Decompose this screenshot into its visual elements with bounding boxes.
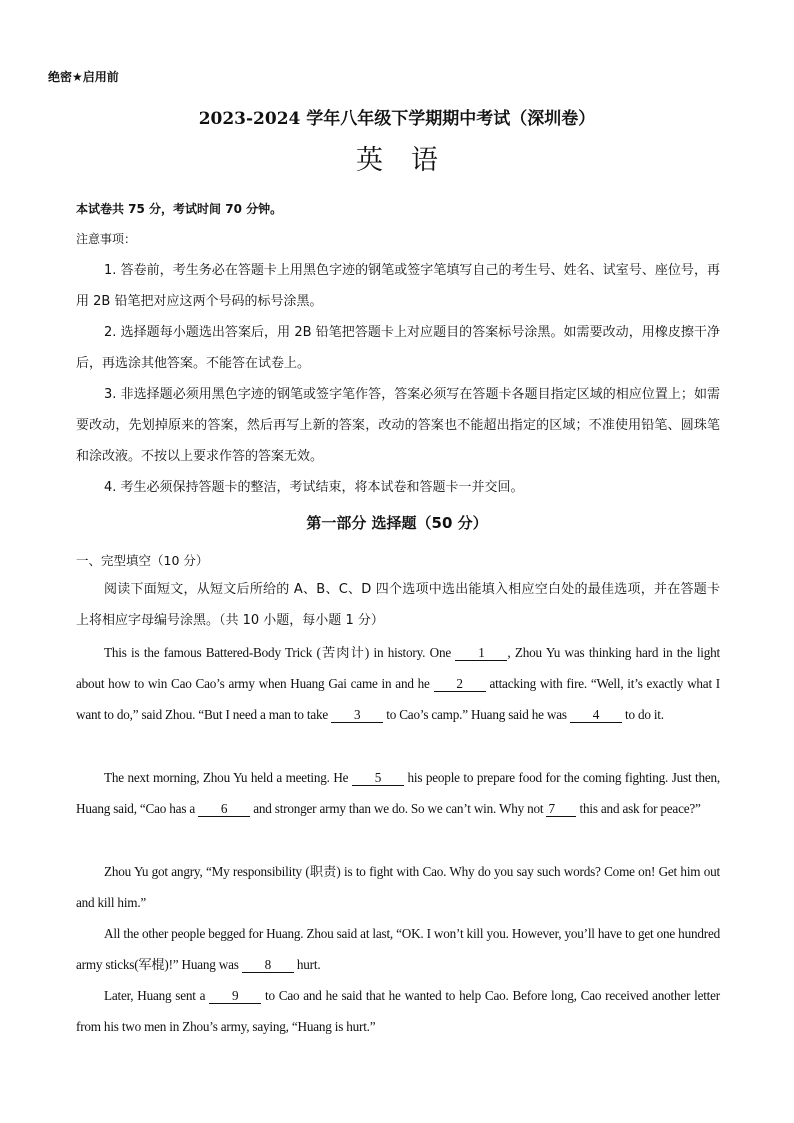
blank-9: 9 — [209, 988, 261, 1004]
passage-paragraph-4 — [76, 918, 720, 980]
exam-title: 2023-2024 学年八年级下学期期中考试（深圳卷） — [198, 109, 596, 129]
passage-text: to Cao’s camp.” Huang said he was — [383, 707, 570, 722]
blank-3: 3 — [331, 707, 383, 723]
blank-5: 5 — [352, 770, 404, 786]
passage-text: The next morning, Zhou Yu held a meeting. He — [104, 770, 352, 785]
passage-paragraph-3: Zhou Yu got angry, “My responsibility (职责) is to fight with Cao. Why do you say such words? Come on! Get him out and kill him.” — [76, 864, 720, 910]
blank-2: 2 — [434, 676, 486, 692]
passage-text: attacking with fire. “Well, it’s exactly what I want to do,” said Zhou. “But I need a man to take — [76, 676, 720, 722]
passage-text: , Zhou Yu was thinking hard in the light about how to win Cao Cao’s army when Huang Gai came in and he — [76, 645, 720, 691]
passage-text: and stronger army than we do. So we can’t win. Why not — [250, 801, 547, 816]
blank-4: 4 — [570, 707, 622, 723]
confidential-label: 绝密★启用前 — [48, 70, 119, 84]
note-item-4: 4. 考生必须保持答题卡的整洁，考试结束，将本试卷和答题卡一并交回。 — [104, 480, 524, 495]
blank-7: 7 — [546, 801, 576, 817]
passage-text: All the other people begged for Huang. Zhou said at last, “OK. I won’t kill you. However, you’ll have to get one hundred army sticks(军棍)!” Huang was — [76, 926, 720, 972]
note-item-3: 3. 非选择题必须用黑色字迹的钢笔或签字笔作答，答案必须写在答题卡各题目指定区域的相应位置上；如需要改动，先划掉原来的答案，然后再写上新的答案，改动的答案也不能超出指定的区域；不准使用铅笔、圆珠笔和涂改液。不按以上要求作答的答案无效。 — [76, 387, 720, 464]
part-one-title: 第一部分 选择题（50 分） — [306, 514, 488, 532]
section-title: 一、完型填空（10 分） — [76, 553, 209, 568]
passage-text: this and ask for peace?” — [576, 801, 701, 816]
passage-paragraph-2 — [76, 762, 720, 824]
subject-title: 英语 — [356, 145, 466, 176]
passage-paragraph-1 — [76, 637, 720, 730]
blank-6: 6 — [198, 801, 250, 817]
passage-text: Later, Huang sent a — [104, 988, 210, 1003]
passage-text: This is the famous Battered-Body Trick (苦肉计) in history. One — [104, 645, 456, 660]
passage-paragraph-5 — [76, 980, 720, 1042]
passage-text: hurt. — [293, 957, 321, 972]
blank-8: 8 — [242, 957, 294, 973]
note-item-1: 1. 答卷前，考生务必在答题卡上用黑色字迹的钢笔或签字笔填写自己的考生号、姓名、试室号、座位号，再用 2B 铅笔把对应这两个号码的标号涂黑。 — [76, 263, 720, 309]
note-item-2: 2. 选择题每小题选出答案后，用 2B 铅笔把答题卡上对应题目的答案标号涂黑。如需要改动，用橡皮擦干净后，再选涂其他答案。不能答在试卷上。 — [76, 325, 720, 371]
passage-text: to Cao and he said that he wanted to help Cao. Before long, Cao received another letter from his two men in Zhou’s army, saying, “Huang is hurt.” — [76, 988, 720, 1034]
score-time-info: 本试卷共 75 分，考试时间 70 分钟。 — [76, 202, 283, 216]
blank-1: 1 — [455, 645, 507, 661]
passage-text: to do it. — [621, 707, 664, 722]
passage-text: his people to prepare food for the coming fighting. Just then, Huang said, “Cao has a — [76, 770, 721, 816]
notes-label: 注意事项： — [76, 232, 137, 246]
section-instructions: 阅读下面短文，从短文后所给的 A、B、C、D 四个选项中选出能填入相应空白处的最佳选项，并在答题卡上将相应字母编号涂黑。（共 10 小题，每小题 1 分） — [76, 582, 720, 628]
